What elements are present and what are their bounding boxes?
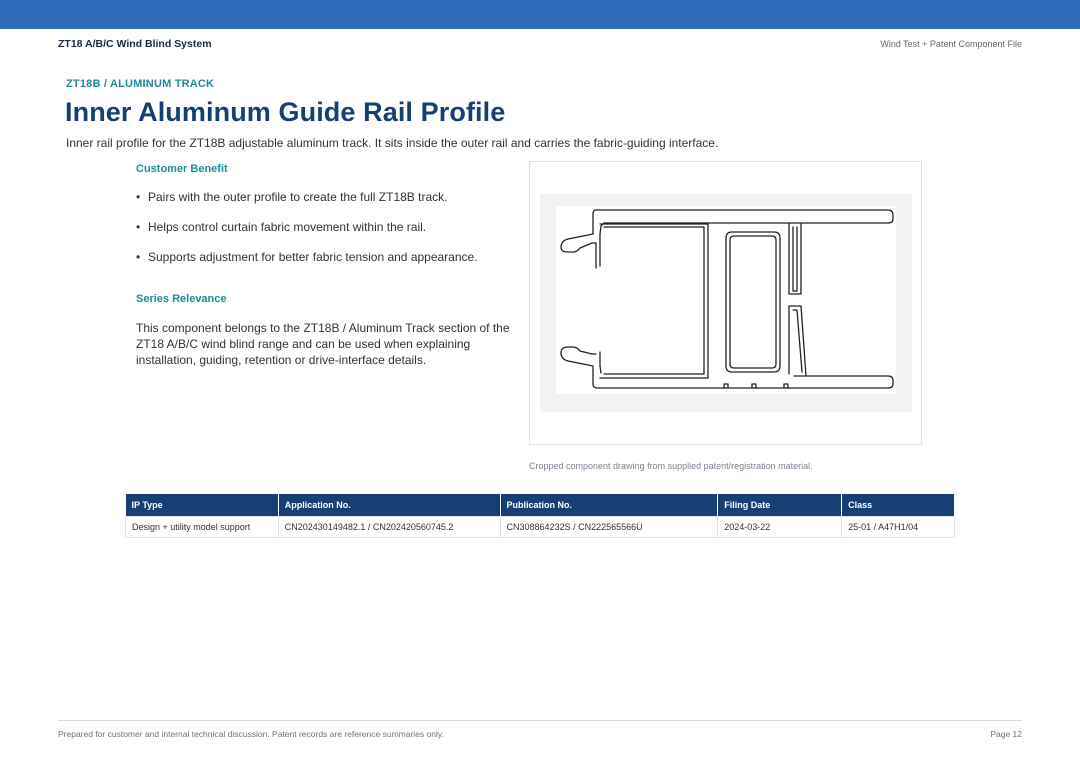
page-number: Page 12 bbox=[990, 729, 1022, 739]
table-cell: Design + utility model support bbox=[126, 516, 279, 537]
table-row bbox=[126, 516, 955, 537]
series-text: This component belongs to the ZT18B / Aluminum Track section of the ZT18 A/B/C wind blind range and can be used when explaining installation, guiding, retention or drive-interface details. bbox=[136, 321, 510, 367]
table-header-row bbox=[126, 494, 955, 516]
bullet-icon: • bbox=[136, 220, 141, 234]
benefit-text: Helps control curtain fabric movement within the rail. bbox=[148, 220, 427, 234]
section-eyebrow: ZT18B / ALUMINUM TRACK bbox=[66, 78, 215, 90]
bullet-icon: • bbox=[136, 190, 141, 204]
column-header: Filing Date bbox=[718, 494, 842, 516]
column-header: IP Type bbox=[126, 494, 279, 516]
system-name: ZT18 A/B/C Wind Blind System bbox=[58, 38, 212, 50]
ip-table bbox=[125, 494, 955, 538]
benefit-item bbox=[136, 250, 478, 280]
table-cell: CN308864232S / CN222565566U bbox=[500, 516, 718, 537]
column-header: Application No. bbox=[278, 494, 500, 516]
table-cell: 2024-03-22 bbox=[718, 516, 842, 537]
bullet-icon: • bbox=[136, 250, 141, 264]
column-header: Publication No. bbox=[500, 494, 718, 516]
component-figure bbox=[529, 161, 922, 445]
benefit-text: Pairs with the outer profile to create the full ZT18B track. bbox=[148, 190, 448, 204]
intro-text: Inner rail profile for the ZT18B adjustable aluminum track. It sits inside the outer rail and carries the fabric-guiding interface. bbox=[66, 136, 719, 150]
column-header: Class bbox=[842, 494, 955, 516]
footer-note: Prepared for customer and internal technical discussion. Patent records are reference summaries only. bbox=[58, 729, 444, 739]
figure-caption: Cropped component drawing from supplied patent/registration material. bbox=[529, 461, 813, 471]
benefit-list bbox=[136, 190, 478, 280]
benefit-text: Supports adjustment for better fabric tension and appearance. bbox=[148, 250, 478, 264]
benefit-item bbox=[136, 220, 478, 250]
top-banner bbox=[0, 0, 1080, 29]
table-cell: 25-01 / A47H1/04 bbox=[842, 516, 955, 537]
series-heading: Series Relevance bbox=[136, 293, 227, 305]
rail-profile-drawing bbox=[556, 206, 896, 394]
benefit-heading: Customer Benefit bbox=[136, 163, 228, 175]
page-title: Inner Aluminum Guide Rail Profile bbox=[65, 97, 506, 127]
benefit-item bbox=[136, 190, 478, 220]
table-cell: CN202430149482.1 / CN202420560745.2 bbox=[278, 516, 500, 537]
figure-backdrop bbox=[540, 194, 912, 412]
footer-divider bbox=[58, 720, 1022, 721]
file-label: Wind Test + Patent Component File bbox=[880, 39, 1022, 49]
